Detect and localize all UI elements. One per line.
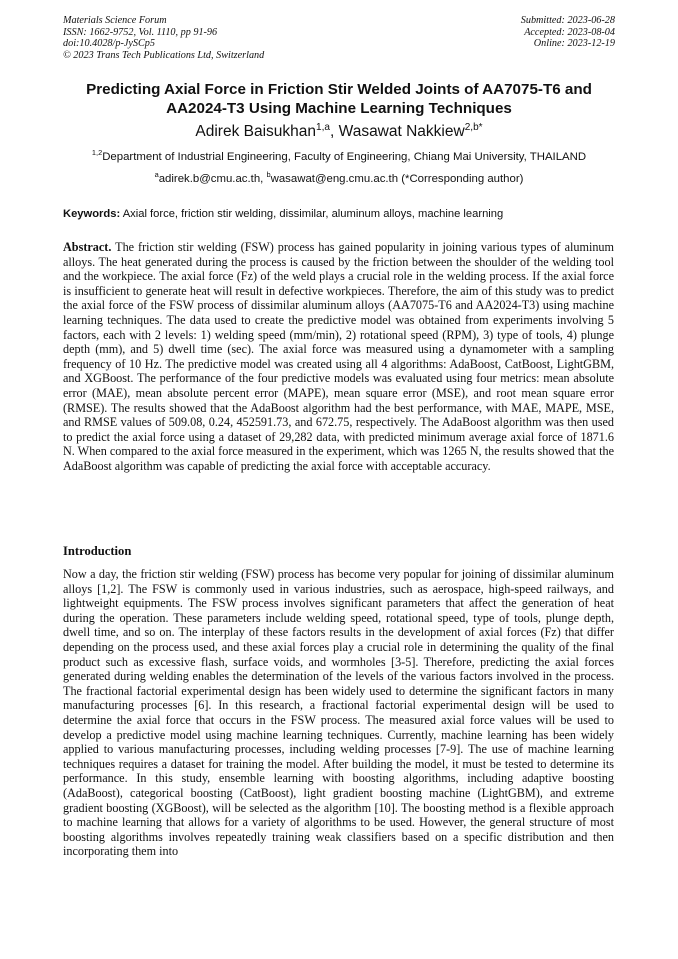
paper-title <box>50 80 628 118</box>
email-b: wasawat@eng.cmu.ac.th (*Corresponding author) <box>270 173 524 185</box>
abstract-label: Abstract. <box>63 240 112 254</box>
journal-copyright: © 2023 Trans Tech Publications Ltd, Switzerland <box>63 49 265 61</box>
introduction-text: Now a day, the friction stir welding (FSW) process has become very popular for joining of dissimilar aluminum alloys [1,2]. The FSW is commonly used in various industries, such as aerospace, high-speed railways, and lightweight equipments. The FSW process involves significant parameters that affect the generation of heat during the operation. These parameters include welding speed, rotational speed, type of tools, plunge depth, dwell time, and so on. The interplay of these factors results in the development of axial forces (Fz) that differ depending on the process used, and these axial forces play a crucial role in determining the quality of the final product such as excessive flash, surface voids, and wormholes [3-5]. Therefore, predicting the axial forces generated during welding enables the determination of the levels of the various factors involved in the process. The fractional factorial experimental design has been widely used to determine the significant factors in many manufacturing processes [6]. In this research, a fractional factorial experimental design will be used to determine the axial force that occurs in the FSW process. The measured axial force values will be used to develop a predictive model using machine learning techniques. Currently, machine learning has been widely applied to various manufacturing processes, including welding processes [7-9]. The use of machine learning techniques requires a dataset for training the model. After building the model, it must be tested to determine its performance. In this study, ensemble learning with boosting algorithms, including adaptive boosting (AdaBoost), categorical boosting (CatBoost), light gradient boosting machine (LightGBM), and extreme gradient boosting (XGBoost), will be selected as the algorithm [10]. The boosting method is a flexible approach to machine learning that allows for a variety of algorithms to be used. However, the general structure of most boosting algorithms involves repeatedly training weak classifiers based on a specific distribution and then incorporating them into <box>63 567 614 859</box>
journal-issn: ISSN: 1662-9752, Vol. 1110, pp 91-96 <box>63 26 218 38</box>
accepted-date: Accepted: 2023-08-04 <box>524 26 615 38</box>
journal-doi: doi:10.4028/p-JySCp5 <box>63 38 155 49</box>
keywords <box>63 207 623 221</box>
keywords-label: Keywords: <box>63 208 121 220</box>
journal-name: Materials Science Forum <box>63 15 167 26</box>
author-2-name: Wasawat Nakkiew <box>338 123 465 140</box>
email-a: adirek.b@cmu.ac.th, <box>158 173 267 185</box>
author-1-superscript: 1,a <box>316 121 331 133</box>
author-separator: , <box>330 123 339 140</box>
publication-dates <box>521 15 615 50</box>
submitted-date: Submitted: 2023-06-28 <box>520 15 615 26</box>
paper-title-line-2: AA2024-T3 Using Machine Learning Techniques <box>166 100 512 117</box>
journal-info <box>63 15 264 61</box>
abstract <box>63 240 614 474</box>
paper-title-line-1: Predicting Axial Force in Friction Stir Welded Joints of AA7075-T6 and <box>86 81 592 98</box>
keywords-text: Axial force, friction stir welding, dissimilar, aluminum alloys, machine learning <box>120 208 504 220</box>
affiliation <box>0 150 678 164</box>
affiliation-superscript: 1,2 <box>91 148 103 158</box>
introduction-heading: Introduction <box>63 544 132 558</box>
email-a-superscript: a <box>154 170 159 180</box>
affiliation-text: Department of Industrial Engineering, Faculty of Engineering, Chiang Mai University, THAILAND <box>102 151 587 163</box>
author-2-superscript: 2,b* <box>464 121 483 133</box>
abstract-text: The friction stir welding (FSW) process has gained popularity in joining various types of aluminum alloys. The heat generated during the process is caused by the friction between the shoulder of the welding tool and the workpiece. The axial force (Fz) of the weld plays a crucial role in the welding process. If the axial force is insufficient to generate heat will result in defective workpieces. Therefore, the aim of this study was to predict the axial force of the FSW process of dissimilar aluminum alloys (AA7075-T6 and AA2024-T3) using machine learning techniques. The data used to create the predictive model was obtained from experiments involving 5 factors, each with 2 levels: 1) welding speed (mm/min), 2) rotational speed (RPM), 3) type of tools, 4) plunge depth (mm), and 5) dwell time (sec). The axial force was measured using a dynamometer with a sampling frequency of 10 Hz. The predictive model was created using all 4 algorithms: AdaBoost, CatBoost, LightGBM, and XGBoost. The performance of the four predictive models was evaluated using four metrics: mean absolute error (MAE), mean absolute percent error (MAPE), mean square error (MSE), and root mean square error (RMSE). The results showed that the AdaBoost algorithm had the best performance, with MAE, MAPE, MSE, and RMSE values of 509.08, 0.24, 452591.73, and 672.75, respectively. The AdaBoost algorithm was then used to predict the axial force using a dataset of 29,282 data, with predicted minimum average axial force of 1871.6 N. When compared to the axial force measured in the experiment, which was 1265 N, the results showed that the AdaBoost algorithm was capable of predicting the axial force with acceptable accuracy. <box>63 240 614 473</box>
email-b-superscript: b <box>266 170 271 180</box>
author-list <box>0 122 678 141</box>
author-emails <box>0 172 678 186</box>
online-date: Online: 2023-12-19 <box>533 38 615 49</box>
author-1-name: Adirek Baisukhan <box>195 123 317 140</box>
